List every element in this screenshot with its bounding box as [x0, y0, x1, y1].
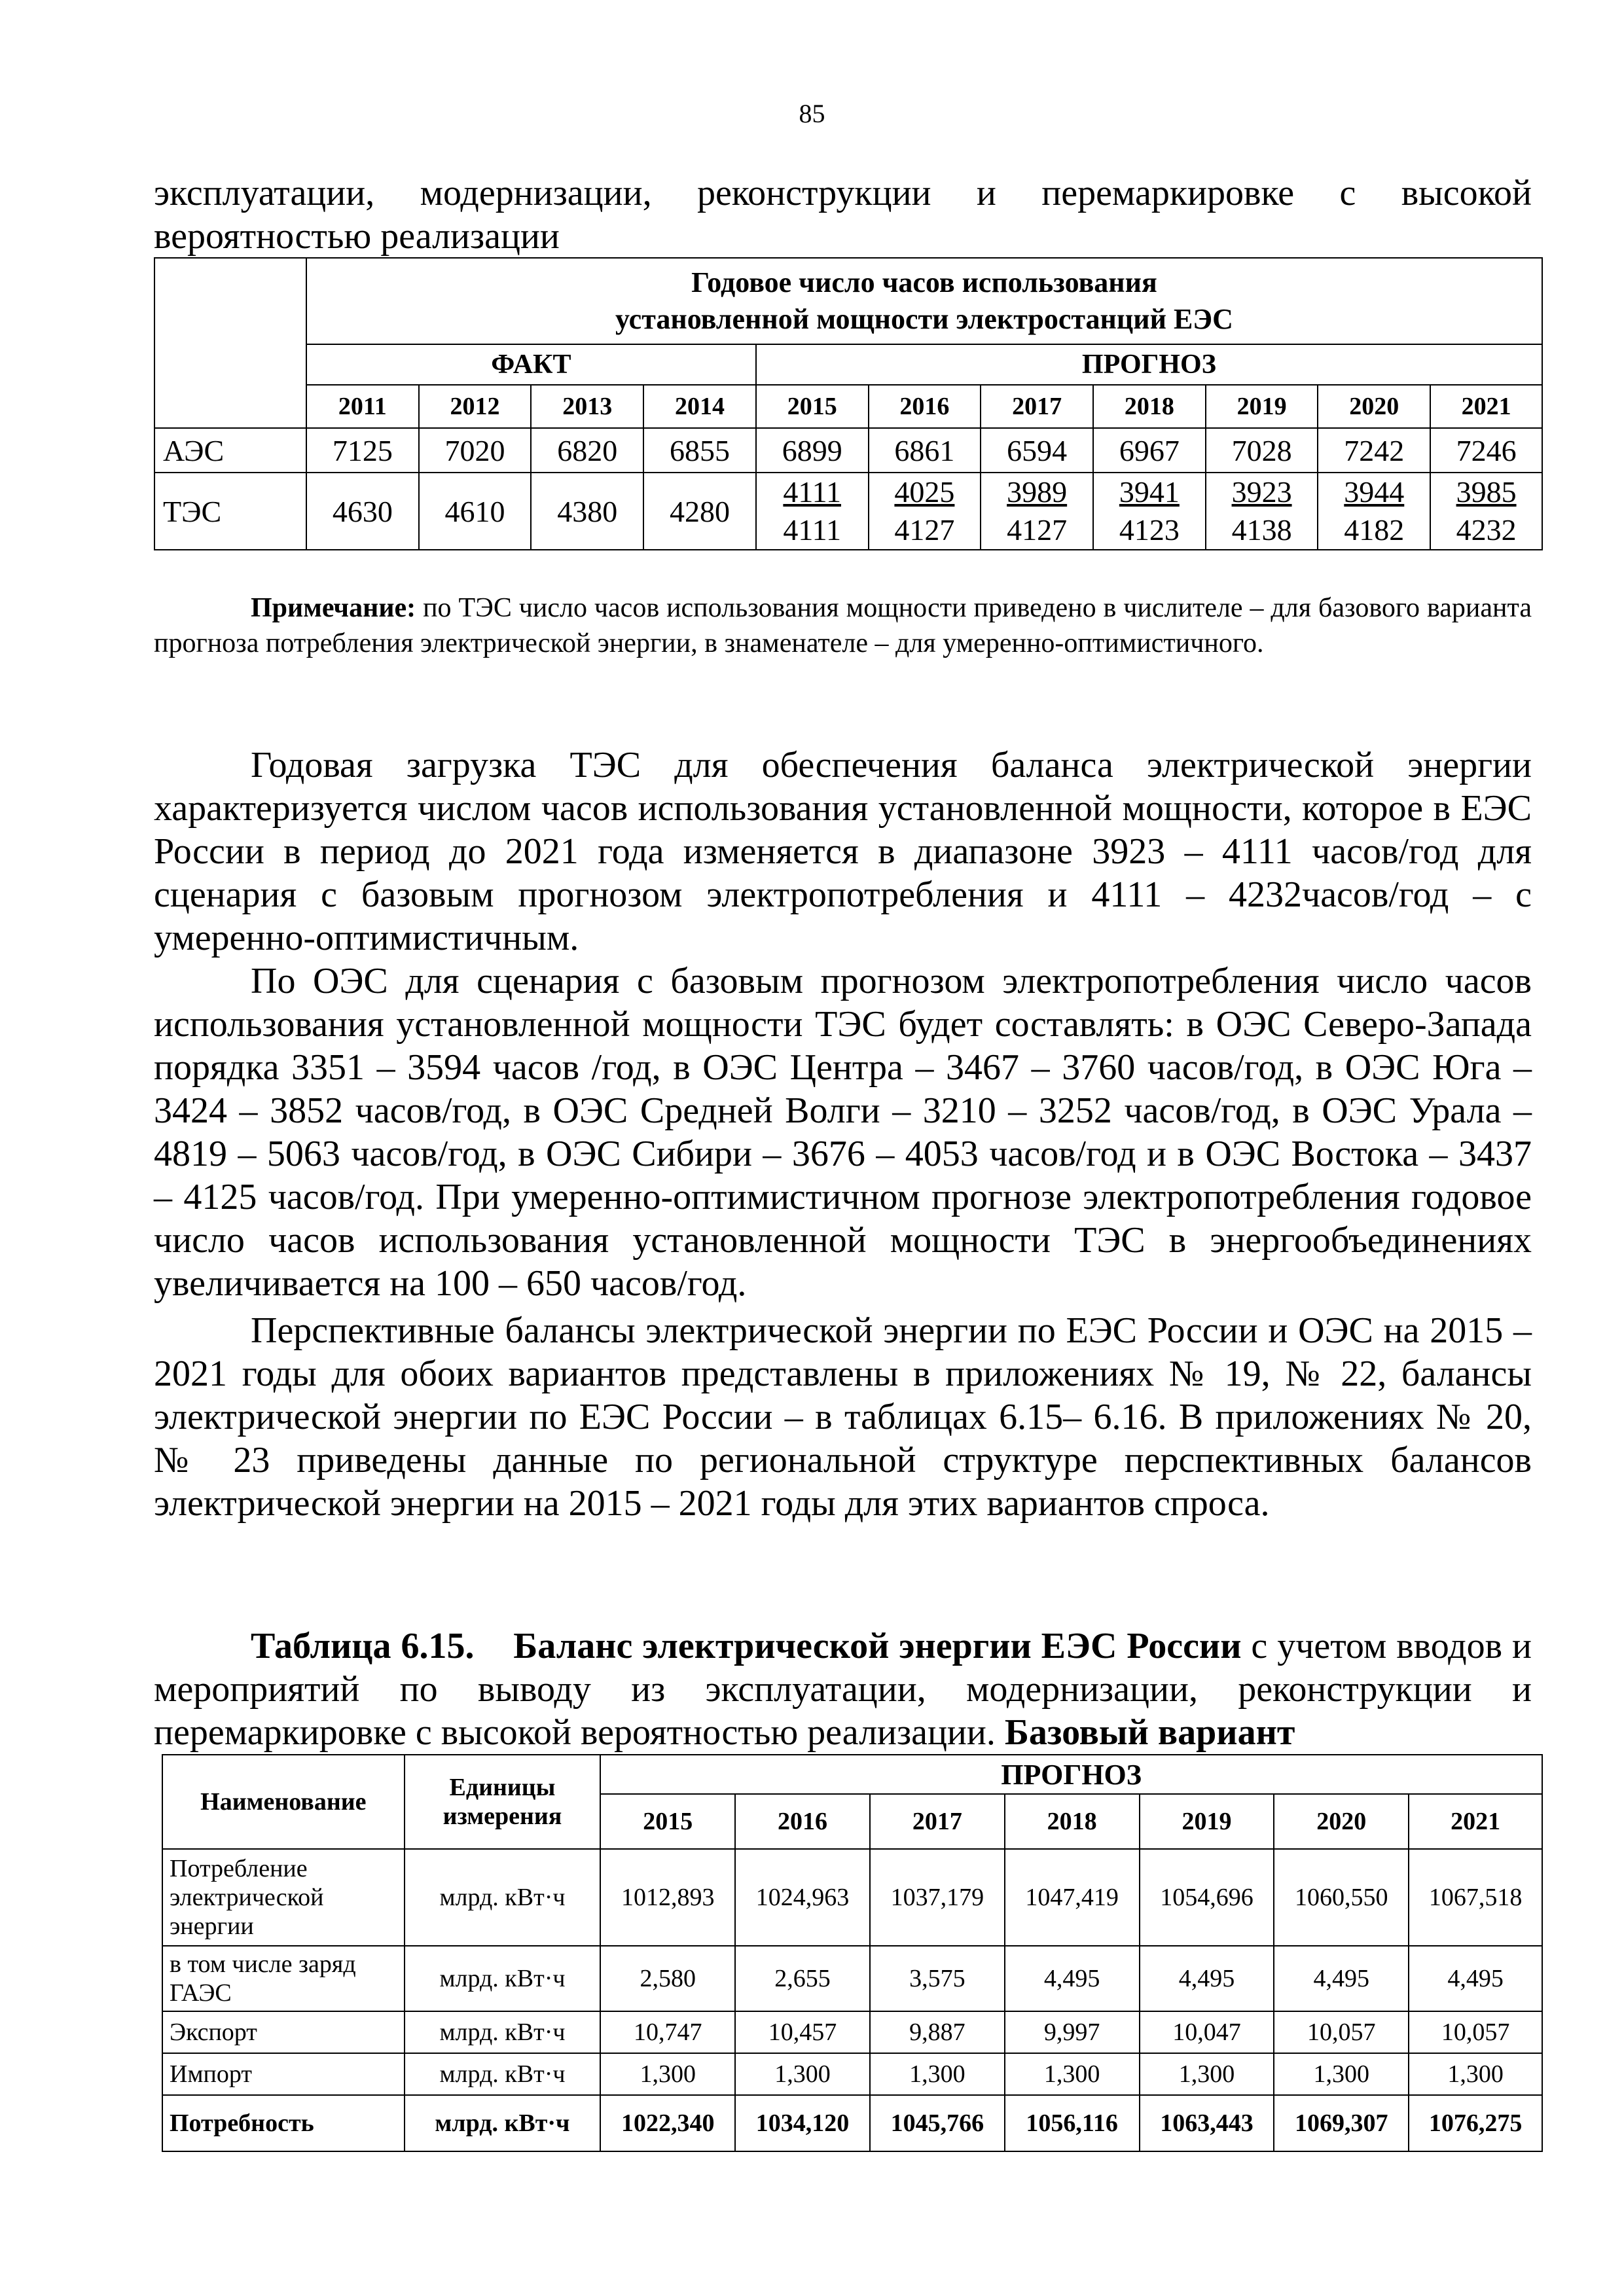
row-value: 1,300 [1274, 2053, 1409, 2095]
row-unit: млрд. кВт·ч [405, 1849, 601, 1946]
row-value: 2,655 [735, 1946, 870, 2011]
row-value: 9,997 [1005, 2011, 1140, 2053]
year-header: 2020 [1274, 1794, 1409, 1849]
tes-numerator: 3941 [1119, 475, 1180, 509]
row-value: 3,575 [870, 1946, 1005, 2011]
row-value: 1,300 [1005, 2053, 1140, 2095]
row-value: 1067,518 [1409, 1849, 1542, 1946]
tes-fact-value: 4280 [643, 473, 756, 550]
year-header: 2015 [600, 1794, 735, 1849]
row-value: 4,495 [1409, 1946, 1542, 2011]
col-name-header: Наименование [162, 1755, 405, 1849]
row-value: 1,300 [1140, 2053, 1274, 2095]
row-value: 10,047 [1140, 2011, 1274, 2053]
tes-forecast-value [1430, 473, 1542, 550]
table1-title [306, 258, 1542, 344]
col-unit-header: Единицы измерения [405, 1755, 601, 1849]
row-value: 1034,120 [735, 2095, 870, 2151]
row-label-header [154, 258, 306, 428]
row-value: 10,057 [1274, 2011, 1409, 2053]
tes-denominator: 4111 [783, 513, 841, 547]
year-header: 2016 [735, 1794, 870, 1849]
tes-denominator: 4232 [1456, 513, 1517, 547]
aes-value: 6820 [531, 428, 643, 473]
row-value: 1056,116 [1005, 2095, 1140, 2151]
year-header: 2019 [1206, 385, 1318, 428]
paragraph-3: Перспективные балансы электрической энергии по ЕЭС России и ОЭС на 2015 – 2021 годы для обоих вариантов представлены в приложениях № 19, № 22, балансы электрической энергии по ЕЭС России – в таблицах 6.15– 6.16. В приложениях № 20, № 23 приведены данные по региональной структуре перспективных балансов электрической энергии на 2015 – 2021 годы для этих вариантов спроса. [154, 1310, 1532, 1524]
aes-value: 7125 [306, 428, 419, 473]
table2-caption-rest: с учетом вводов и мероприятий по выводу из эксплуатации, модернизации, реконструкции и перемаркировке с высокой вероятностью реализации. [154, 1626, 1532, 1753]
table-row [162, 1849, 1542, 1946]
year-header: 2012 [419, 385, 532, 428]
row-value: 1045,766 [870, 2095, 1005, 2151]
forecast-header: ПРОГНОЗ [600, 1755, 1542, 1794]
row-label-tes: ТЭС [154, 473, 306, 550]
year-header: 2018 [1093, 385, 1206, 428]
row-label-aes: АЭС [154, 428, 306, 473]
row-name: Потребность [162, 2095, 405, 2151]
table2-caption [154, 1624, 1532, 1754]
paragraph-2: По ОЭС для сценария с базовым прогнозом электропотребления число часов использования установленной мощности ТЭС будет составлять: в ОЭС Северо-Запада порядка 3351 – 3594 часов /год, в ОЭС Центра – 3467 – 3760 часов/год, в ОЭС Юга – 3424 – 3852 часов/год, в ОЭС Средней Волги – 3210 – 3252 часов/год, в ОЭС Урала – 4819 – 5063 часов/год, в ОЭС Сибири – 3676 – 4053 часов/год и в ОЭС Востока – 3437 – 4125 часов/год. При умеренно-оптимистичном прогнозе электропотребления годовое число часов использования установленной мощности ТЭС в энергообъединениях увеличивается на 100 – 650 часов/год. [154, 961, 1532, 1304]
energy-balance-table [162, 1754, 1543, 2152]
table2-caption-variant: Базовый вариант [1004, 1712, 1295, 1753]
aes-value: 7246 [1430, 428, 1542, 473]
row-value: 1069,307 [1274, 2095, 1409, 2151]
tes-forecast-value [1318, 473, 1430, 550]
aes-value: 6855 [643, 428, 756, 473]
row-value: 1,300 [600, 2053, 735, 2095]
year-header: 2020 [1318, 385, 1430, 428]
row-value: 1012,893 [600, 1849, 735, 1946]
aes-value: 6967 [1093, 428, 1206, 473]
year-header: 2018 [1005, 1794, 1140, 1849]
group-forecast: ПРОГНОЗ [756, 344, 1542, 385]
row-value: 1,300 [1409, 2053, 1542, 2095]
row-value: 4,495 [1274, 1946, 1409, 2011]
aes-value: 6594 [981, 428, 1093, 473]
year-header: 2014 [643, 385, 756, 428]
row-value: 9,887 [870, 2011, 1005, 2053]
row-value: 1037,179 [870, 1849, 1005, 1946]
row-value: 1060,550 [1274, 1849, 1409, 1946]
tes-numerator: 4025 [894, 475, 955, 509]
year-header: 2013 [531, 385, 643, 428]
row-value: 1047,419 [1005, 1849, 1140, 1946]
year-header: 2017 [981, 385, 1093, 428]
tes-forecast-value [756, 473, 869, 550]
year-header: 2015 [756, 385, 869, 428]
tes-forecast-value [1093, 473, 1206, 550]
year-header: 2011 [306, 385, 419, 428]
tes-forecast-value [981, 473, 1093, 550]
row-unit: млрд. кВт·ч [405, 2095, 601, 2151]
row-value: 1024,963 [735, 1849, 870, 1946]
row-name: в том числе заряд ГАЭС [162, 1946, 405, 2011]
aes-value: 6861 [869, 428, 981, 473]
table-row [162, 2095, 1542, 2151]
row-name: Экспорт [162, 2011, 405, 2053]
page-number: 85 [799, 99, 825, 128]
table-row [162, 2011, 1542, 2053]
tes-denominator: 4182 [1344, 513, 1405, 547]
row-value: 1054,696 [1140, 1849, 1274, 1946]
tes-denominator: 4123 [1119, 513, 1180, 547]
tes-numerator: 3944 [1344, 475, 1405, 509]
year-header: 2019 [1140, 1794, 1274, 1849]
table-row [162, 2053, 1542, 2095]
row-value: 1,300 [735, 2053, 870, 2095]
hours-usage-table [154, 257, 1543, 550]
tes-denominator: 4127 [1007, 513, 1068, 547]
tes-numerator: 3989 [1007, 475, 1068, 509]
row-value: 10,057 [1409, 2011, 1542, 2053]
tes-fact-value: 4630 [306, 473, 419, 550]
table1-note [154, 590, 1532, 661]
row-value: 4,495 [1005, 1946, 1140, 2011]
table1-title-line1: Годовое число часов использования [691, 266, 1157, 298]
row-value: 10,457 [735, 2011, 870, 2053]
tes-numerator: 4111 [783, 475, 841, 509]
row-value: 4,495 [1140, 1946, 1274, 2011]
tes-forecast-value [1206, 473, 1318, 550]
row-name: Потребление электрической энергии [162, 1849, 405, 1946]
paragraph-1: Годовая загрузка ТЭС для обеспечения баланса электрической энергии характеризуется числом часов использования установленной мощности, которое в ЕЭС России в период до 2021 года изменяется в диапазоне 3923 – 4111 часов/год для сценария с базовым прогнозом электропотребления и 4111 – 4232часов/год – с умеренно-оптимистичным. [154, 745, 1532, 958]
tes-denominator: 4138 [1231, 513, 1292, 547]
row-unit: млрд. кВт·ч [405, 2011, 601, 2053]
note-label: Примечание: [251, 593, 416, 623]
year-header: 2021 [1409, 1794, 1542, 1849]
aes-value: 7020 [419, 428, 532, 473]
aes-value: 7028 [1206, 428, 1318, 473]
row-value: 1022,340 [600, 2095, 735, 2151]
table2-caption-title: Баланс электрической энергии ЕЭС России [513, 1626, 1242, 1666]
tes-denominator: 4127 [894, 513, 955, 547]
row-value: 10,747 [600, 2011, 735, 2053]
tes-fact-value: 4610 [419, 473, 532, 550]
row-name: Импорт [162, 2053, 405, 2095]
year-header: 2017 [870, 1794, 1005, 1849]
row-value: 2,580 [600, 1946, 735, 2011]
table-row [162, 1946, 1542, 2011]
row-value: 1076,275 [1409, 2095, 1542, 2151]
tes-numerator: 3985 [1456, 475, 1517, 509]
tes-forecast-value [869, 473, 981, 550]
aes-value: 6899 [756, 428, 869, 473]
intro-text: эксплуатации, модернизации, реконструкции и перемаркировке с высокой вероятностью реализации [154, 173, 1532, 257]
aes-value: 7242 [1318, 428, 1430, 473]
row-value: 1063,443 [1140, 2095, 1274, 2151]
row-value: 1,300 [870, 2053, 1005, 2095]
tes-numerator: 3923 [1231, 475, 1292, 509]
row-unit: млрд. кВт·ч [405, 2053, 601, 2095]
table1-title-line2: установленной мощности электростанций ЕЭС [615, 303, 1233, 335]
year-header: 2021 [1430, 385, 1542, 428]
year-header: 2016 [869, 385, 981, 428]
table2-caption-label: Таблица 6.15. [251, 1626, 475, 1666]
tes-fact-value: 4380 [531, 473, 643, 550]
group-fact: ФАКТ [306, 344, 756, 385]
row-unit: млрд. кВт·ч [405, 1946, 601, 2011]
note-text: по ТЭС число часов использования мощности приведено в числителе – для базового варианта прогноза потребления электрической энергии, в знаменателе – для умеренно-оптимистичного. [154, 593, 1532, 658]
